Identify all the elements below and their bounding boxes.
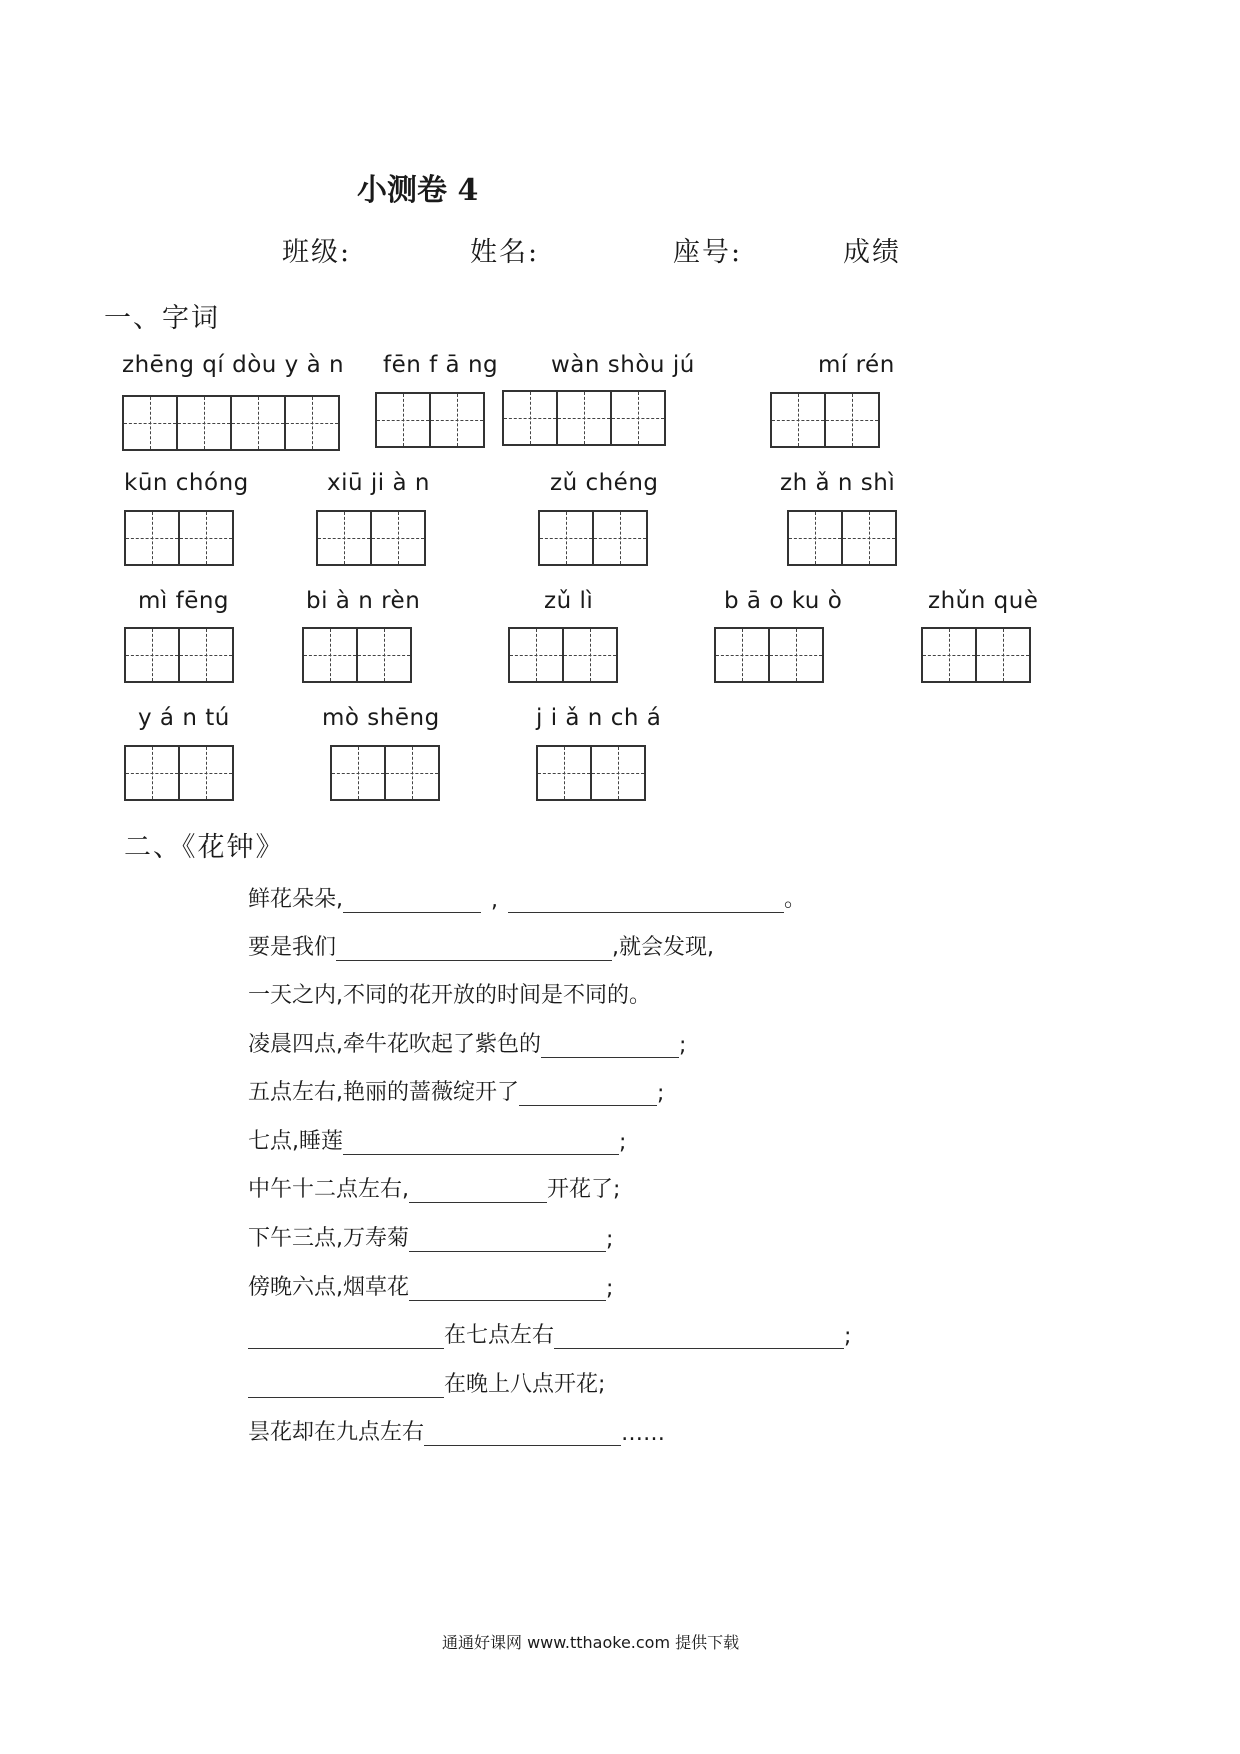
writing-grid[interactable]: [502, 390, 666, 446]
fill-line: [248, 882, 806, 913]
line-text: 开花了;: [547, 1177, 621, 1202]
fill-line: [248, 1221, 613, 1252]
line-text: 下午三点,万寿菊: [248, 1226, 409, 1251]
answer-blank[interactable]: [508, 888, 784, 913]
pinyin-label: kūn chóng: [124, 470, 249, 496]
answer-blank[interactable]: [409, 1178, 547, 1203]
answer-blank[interactable]: [541, 1033, 679, 1058]
answer-blank[interactable]: [336, 936, 612, 961]
pinyin-label: zhǔn què: [928, 588, 1039, 614]
line-text: ,就会发现,: [612, 935, 715, 960]
writing-grid[interactable]: [122, 395, 340, 451]
writing-grid[interactable]: [124, 745, 234, 801]
answer-blank[interactable]: [343, 888, 481, 913]
name-label: 姓名:: [470, 237, 540, 268]
pinyin-label: bi à n rèn: [306, 588, 421, 614]
footer-credit: 通通好课网 www.tthaoke.com 提供下载: [442, 1633, 740, 1652]
line-text: 傍晚六点,烟草花: [248, 1275, 409, 1300]
writing-grid[interactable]: [536, 745, 646, 801]
writing-grid[interactable]: [124, 627, 234, 683]
pinyin-label: zh ǎ n shì: [780, 470, 896, 496]
writing-grid[interactable]: [770, 392, 880, 448]
writing-grid[interactable]: [330, 745, 440, 801]
fill-line: [248, 930, 714, 961]
answer-blank[interactable]: [409, 1227, 606, 1252]
writing-grid[interactable]: [316, 510, 426, 566]
writing-grid[interactable]: [375, 392, 485, 448]
writing-grid[interactable]: [921, 627, 1031, 683]
line-text: 。: [784, 887, 807, 912]
class-label: 班级:: [282, 237, 352, 268]
line-text: ;: [606, 1276, 614, 1301]
section-heading-words: 一、字词: [104, 303, 220, 334]
line-text: 中午十二点左右,: [248, 1177, 409, 1202]
line-text: ;: [606, 1227, 614, 1252]
pinyin-label: mí rén: [818, 352, 895, 378]
line-text: 在晚上八点开花;: [444, 1372, 606, 1397]
fill-line: [248, 1027, 686, 1058]
line-text: ;: [619, 1130, 627, 1155]
fill-line: [248, 1367, 605, 1398]
pinyin-label: b ā o ku ò: [724, 588, 843, 614]
fill-line: [248, 978, 651, 1009]
writing-grid[interactable]: [508, 627, 618, 683]
pinyin-label: zhēng qí dòu y à n: [122, 352, 345, 378]
line-text: 昙花却在九点左右: [248, 1420, 425, 1445]
line-text: 在七点左右: [444, 1323, 555, 1348]
writing-grid[interactable]: [714, 627, 824, 683]
answer-blank[interactable]: [343, 1130, 619, 1155]
answer-blank[interactable]: [248, 1324, 444, 1349]
answer-blank[interactable]: [409, 1276, 606, 1301]
pinyin-label: wàn shòu jú: [551, 352, 695, 378]
section-heading-flower-clock: 二、《花钟》: [124, 832, 285, 863]
score-label: 成绩: [843, 237, 901, 268]
writing-grid[interactable]: [538, 510, 648, 566]
fill-line: [248, 1415, 665, 1446]
pinyin-label: xiū ji à n: [327, 470, 430, 496]
pinyin-label: zǔ chéng: [550, 470, 659, 496]
fill-line: [248, 1318, 851, 1349]
pinyin-label: mò shēng: [322, 705, 440, 731]
fill-line: [248, 1270, 613, 1301]
line-text: ,: [491, 888, 498, 913]
line-text: ;: [844, 1324, 852, 1349]
line-text: 七点,睡莲: [248, 1129, 343, 1154]
answer-blank[interactable]: [554, 1324, 844, 1349]
pinyin-label: fēn f ā ng: [383, 352, 499, 378]
line-text: 一天之内,不同的花开放的时间是不同的。: [248, 983, 651, 1008]
answer-blank[interactable]: [248, 1373, 444, 1398]
line-text: ……: [621, 1421, 666, 1446]
fill-line: [248, 1124, 626, 1155]
line-text: ;: [679, 1033, 687, 1058]
line-text: 五点左右,艳丽的蔷薇绽开了: [248, 1080, 519, 1105]
writing-grid[interactable]: [124, 510, 234, 566]
line-text: 凌晨四点,牵牛花吹起了紫色的: [248, 1032, 541, 1057]
pinyin-label: j i ǎ n ch á: [536, 705, 662, 731]
pinyin-label: y á n tú: [138, 705, 230, 731]
writing-grid[interactable]: [302, 627, 412, 683]
pinyin-label: mì fēng: [138, 588, 230, 614]
writing-grid[interactable]: [787, 510, 897, 566]
answer-blank[interactable]: [424, 1421, 621, 1446]
fill-line: [248, 1075, 664, 1106]
answer-blank[interactable]: [519, 1081, 657, 1106]
line-text: 鲜花朵朵,: [248, 887, 343, 912]
fill-line: [248, 1172, 620, 1203]
line-text: ;: [657, 1081, 665, 1106]
pinyin-label: zǔ lì: [544, 588, 594, 614]
seat-label: 座号:: [673, 237, 743, 268]
page-title: 小测卷 4: [357, 173, 479, 208]
line-text: 要是我们: [248, 935, 337, 960]
